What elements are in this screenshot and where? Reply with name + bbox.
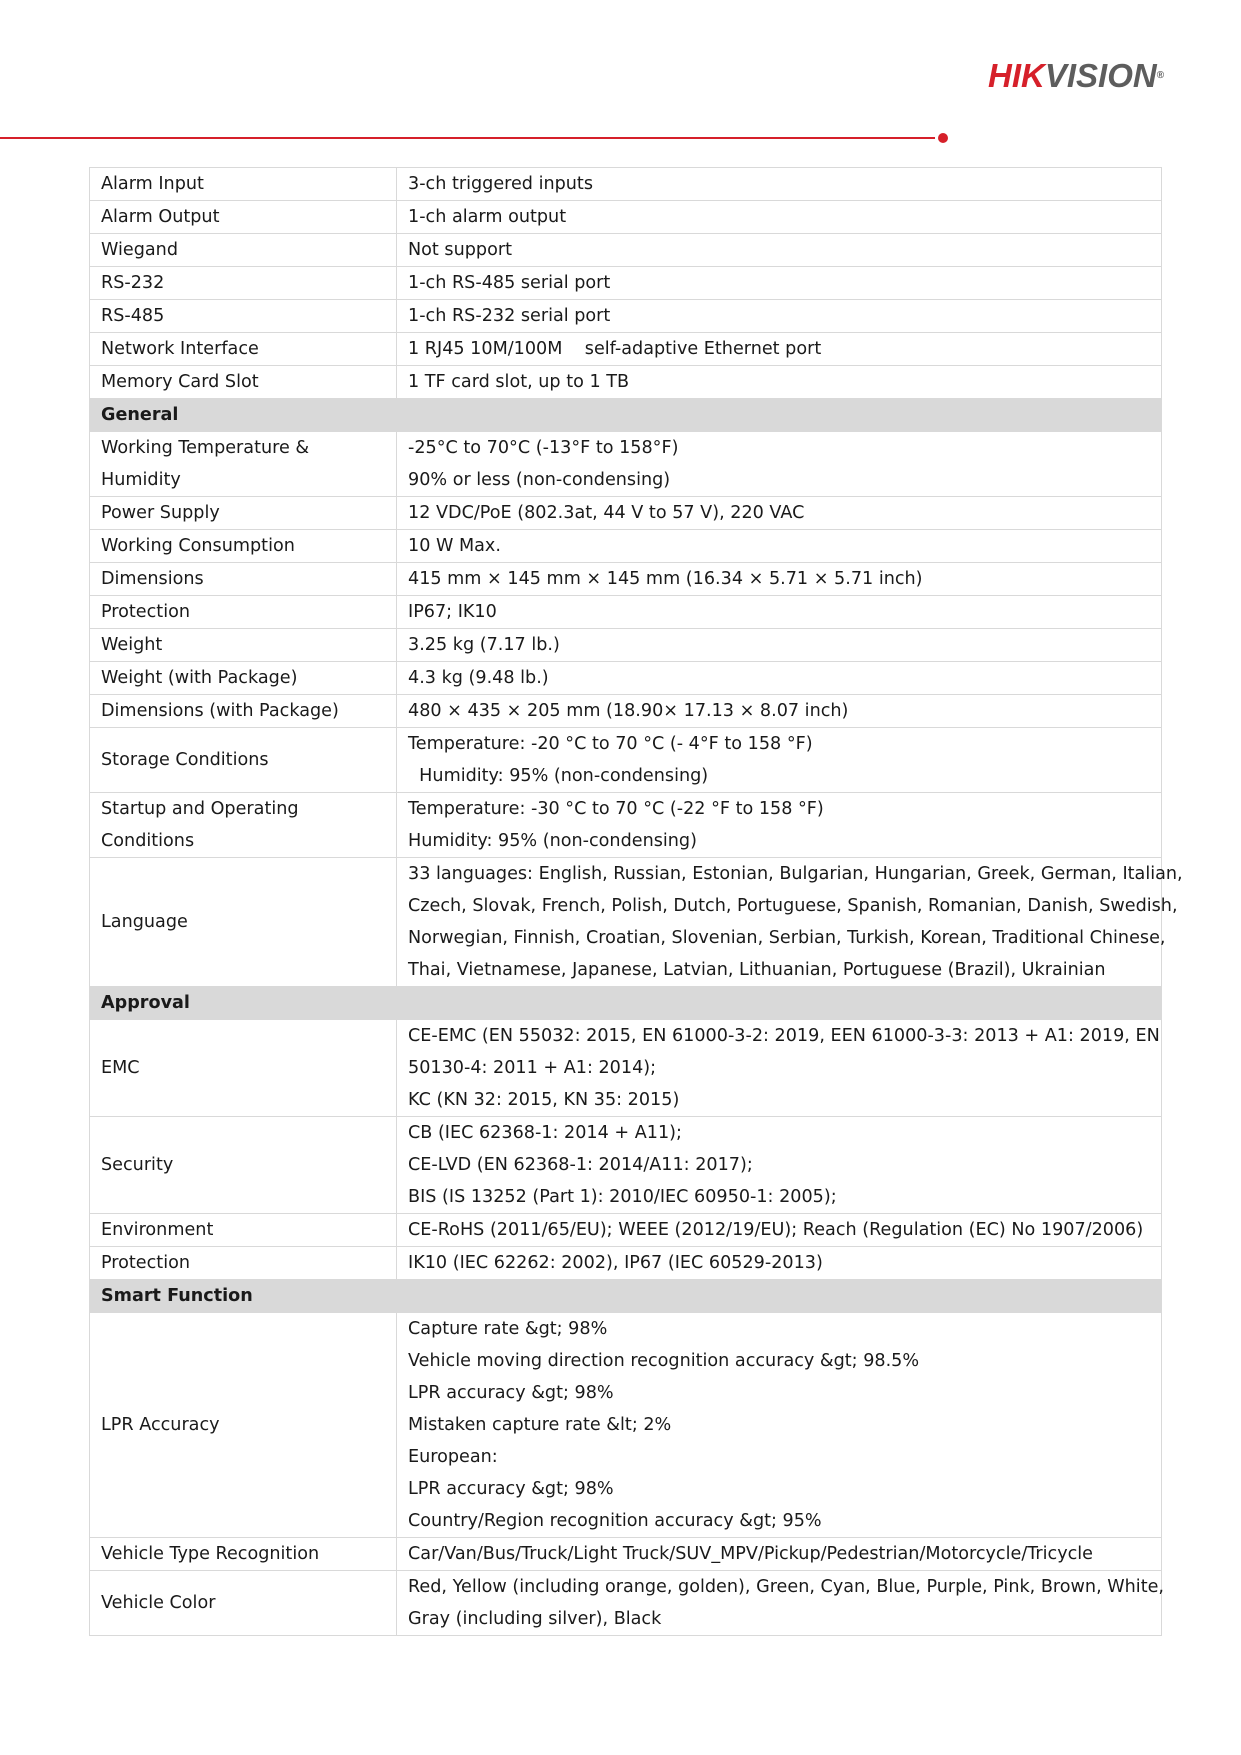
header-rule xyxy=(0,137,935,139)
logo-registered-mark: ® xyxy=(1156,70,1165,81)
spec-value xyxy=(397,1538,1162,1571)
spec-value-line: LPR accuracy &gt; 98% xyxy=(408,1383,614,1403)
spec-value-line: 1 RJ45 10M/100M self-adaptive Ethernet port xyxy=(408,339,822,359)
spec-label: Working Consumption xyxy=(90,530,397,563)
spec-label: Protection xyxy=(90,596,397,629)
spec-row xyxy=(90,300,1162,333)
spec-value-line: 1 TF card slot, up to 1 TB xyxy=(408,372,630,392)
spec-value xyxy=(397,1313,1162,1538)
spec-value-line: Temperature: -20 °C to 70 °C (- 4°F to 158 °F) xyxy=(408,734,813,754)
spec-row xyxy=(90,366,1162,399)
spec-row xyxy=(90,563,1162,596)
spec-value-line: Temperature: -30 °C to 70 °C (-22 °F to 158 °F) xyxy=(408,799,824,819)
spec-label: Wiegand xyxy=(90,234,397,267)
spec-label: Working Temperature & Humidity xyxy=(90,432,397,497)
spec-row xyxy=(90,234,1162,267)
spec-label: Vehicle Type Recognition xyxy=(90,1538,397,1571)
section-title: General xyxy=(90,399,1162,432)
spec-value-line: Capture rate &gt; 98% xyxy=(408,1319,608,1339)
spec-value-line: Gray (including silver), Black xyxy=(408,1609,662,1629)
spec-row xyxy=(90,432,1162,497)
spec-value xyxy=(397,432,1162,497)
spec-value-line: Vehicle moving direction recognition accuracy &gt; 98.5% xyxy=(408,1351,920,1371)
section-header-row xyxy=(90,987,1162,1020)
spec-label: Alarm Output xyxy=(90,201,397,234)
spec-value-line: Red, Yellow (including orange, golden), Green, Cyan, Blue, Purple, Pink, Brown, White, xyxy=(408,1577,1165,1597)
spec-value-line: Czech, Slovak, French, Polish, Dutch, Portuguese, Spanish, Romanian, Danish, Swedish, xyxy=(408,896,1178,916)
spec-label: EMC xyxy=(90,1020,397,1117)
spec-value-line: BIS (IS 13252 (Part 1): 2010/IEC 60950-1: 2005); xyxy=(408,1187,837,1207)
spec-value-line: Car/Van/Bus/Truck/Light Truck/SUV_MPV/Pickup/Pedestrian/Motorcycle/Tricycle xyxy=(408,1544,1093,1564)
spec-table xyxy=(89,167,1183,1636)
spec-label: Vehicle Color xyxy=(90,1571,397,1636)
spec-value xyxy=(397,234,1162,267)
spec-row xyxy=(90,662,1162,695)
spec-value-line: IP67; IK10 xyxy=(408,602,497,622)
spec-value-line: LPR accuracy &gt; 98% xyxy=(408,1479,614,1499)
spec-row xyxy=(90,333,1162,366)
header-rule-dot xyxy=(938,133,948,143)
spec-row xyxy=(90,1247,1162,1280)
spec-value-line: 90% or less (non-condensing) xyxy=(408,470,671,490)
spec-label: Startup and Operating Conditions xyxy=(90,793,397,858)
spec-value-line: Thai, Vietnamese, Japanese, Latvian, Lithuanian, Portuguese (Brazil), Ukrainian xyxy=(408,960,1106,980)
spec-value xyxy=(397,1117,1162,1214)
spec-label: Weight xyxy=(90,629,397,662)
spec-value-line: CE-EMC (EN 55032: 2015, EN 61000-3-2: 2019, EEN 61000-3-3: 2013 + A1: 2019, EN xyxy=(408,1026,1160,1046)
spec-row xyxy=(90,530,1162,563)
logo-hik-text: HIK xyxy=(988,57,1045,94)
spec-label: Alarm Input xyxy=(90,168,397,201)
spec-value xyxy=(397,1247,1162,1280)
spec-label: Power Supply xyxy=(90,497,397,530)
spec-value xyxy=(397,201,1162,234)
spec-value-line: -25°C to 70°C (-13°F to 158°F) xyxy=(408,438,679,458)
spec-value-line: 1-ch alarm output xyxy=(408,207,567,227)
spec-value xyxy=(397,267,1162,300)
spec-value-line: 3.25 kg (7.17 lb.) xyxy=(408,635,560,655)
logo-vision-text: VISION xyxy=(1044,57,1157,94)
spec-row xyxy=(90,1538,1162,1571)
spec-value xyxy=(397,858,1183,987)
spec-value-line: Norwegian, Finnish, Croatian, Slovenian, Serbian, Turkish, Korean, Traditional Chinese, xyxy=(408,928,1166,948)
spec-label: Dimensions xyxy=(90,563,397,596)
spec-value-line: CE-RoHS (2011/65/EU); WEEE (2012/19/EU); Reach (Regulation (EC) No 1907/2006) xyxy=(408,1220,1144,1240)
spec-value xyxy=(397,1571,1165,1636)
spec-label: Language xyxy=(90,858,397,987)
spec-table-body xyxy=(90,168,1183,1636)
spec-label: Protection xyxy=(90,1247,397,1280)
hikvision-logo xyxy=(988,56,1164,96)
spec-row xyxy=(90,596,1162,629)
spec-row xyxy=(90,1313,1162,1538)
spec-label: Environment xyxy=(90,1214,397,1247)
section-header-row xyxy=(90,1280,1162,1313)
spec-value-line: CB (IEC 62368-1: 2014 + A11); xyxy=(408,1123,682,1143)
spec-row xyxy=(90,1117,1162,1214)
spec-value-line: Mistaken capture rate &lt; 2% xyxy=(408,1415,672,1435)
spec-value xyxy=(397,728,1162,793)
spec-value-line: 10 W Max. xyxy=(408,536,501,556)
spec-value-line: 415 mm × 145 mm × 145 mm (16.34 × 5.71 × 5.71 inch) xyxy=(408,569,923,589)
spec-label: Network Interface xyxy=(90,333,397,366)
spec-label: Weight (with Package) xyxy=(90,662,397,695)
spec-value-line: Humidity: 95% (non-condensing) xyxy=(408,831,697,851)
spec-value xyxy=(397,563,1162,596)
section-header-row xyxy=(90,399,1162,432)
spec-value-line: Country/Region recognition accuracy &gt; 95% xyxy=(408,1511,822,1531)
spec-row xyxy=(90,1020,1162,1117)
spec-value-line: 480 × 435 × 205 mm (18.90× 17.13 × 8.07 inch) xyxy=(408,701,849,721)
spec-value xyxy=(397,530,1162,563)
spec-value-line: 4.3 kg (9.48 lb.) xyxy=(408,668,549,688)
spec-label: Security xyxy=(90,1117,397,1214)
spec-row xyxy=(90,168,1162,201)
spec-row xyxy=(90,793,1162,858)
spec-value-line: European: xyxy=(408,1447,498,1467)
spec-value-line: KC (KN 32: 2015, KN 35: 2015) xyxy=(408,1090,680,1110)
spec-row xyxy=(90,629,1162,662)
spec-value xyxy=(397,168,1162,201)
spec-value-line: 33 languages: English, Russian, Estonian, Bulgarian, Hungarian, Greek, German, Italian, xyxy=(408,864,1183,884)
spec-row xyxy=(90,201,1162,234)
spec-label: Memory Card Slot xyxy=(90,366,397,399)
spec-value-line: 3-ch triggered inputs xyxy=(408,174,593,194)
spec-value-line: CE-LVD (EN 62368-1: 2014/A11: 2017); xyxy=(408,1155,753,1175)
spec-row xyxy=(90,858,1162,987)
spec-value-line: 1-ch RS-232 serial port xyxy=(408,306,611,326)
spec-value-line: 50130-4: 2011 + A1: 2014); xyxy=(408,1058,657,1078)
spec-value xyxy=(397,333,1162,366)
spec-row xyxy=(90,728,1162,793)
spec-value xyxy=(397,629,1162,662)
spec-value-line: Humidity: 95% (non-condensing) xyxy=(408,766,709,786)
spec-row xyxy=(90,1571,1162,1636)
spec-value-line: Not support xyxy=(408,240,512,260)
section-title: Approval xyxy=(90,987,1162,1020)
spec-value xyxy=(397,662,1162,695)
spec-value xyxy=(397,1020,1162,1117)
spec-label: RS-485 xyxy=(90,300,397,333)
spec-value-line: 12 VDC/PoE (802.3at, 44 V to 57 V), 220 VAC xyxy=(408,503,805,523)
spec-row xyxy=(90,695,1162,728)
spec-label: RS-232 xyxy=(90,267,397,300)
spec-label: Dimensions (with Package) xyxy=(90,695,397,728)
spec-value-line: 1-ch RS-485 serial port xyxy=(408,273,611,293)
spec-value xyxy=(397,366,1162,399)
spec-row xyxy=(90,1214,1162,1247)
spec-value xyxy=(397,1214,1162,1247)
spec-row xyxy=(90,497,1162,530)
spec-row xyxy=(90,267,1162,300)
section-title: Smart Function xyxy=(90,1280,1162,1313)
spec-value xyxy=(397,497,1162,530)
spec-value xyxy=(397,793,1162,858)
spec-value xyxy=(397,695,1162,728)
spec-label: LPR Accuracy xyxy=(90,1313,397,1538)
spec-value xyxy=(397,300,1162,333)
spec-label: Storage Conditions xyxy=(90,728,397,793)
spec-value xyxy=(397,596,1162,629)
spec-value-line: IK10 (IEC 62262: 2002), IP67 (IEC 60529-2013) xyxy=(408,1253,823,1273)
